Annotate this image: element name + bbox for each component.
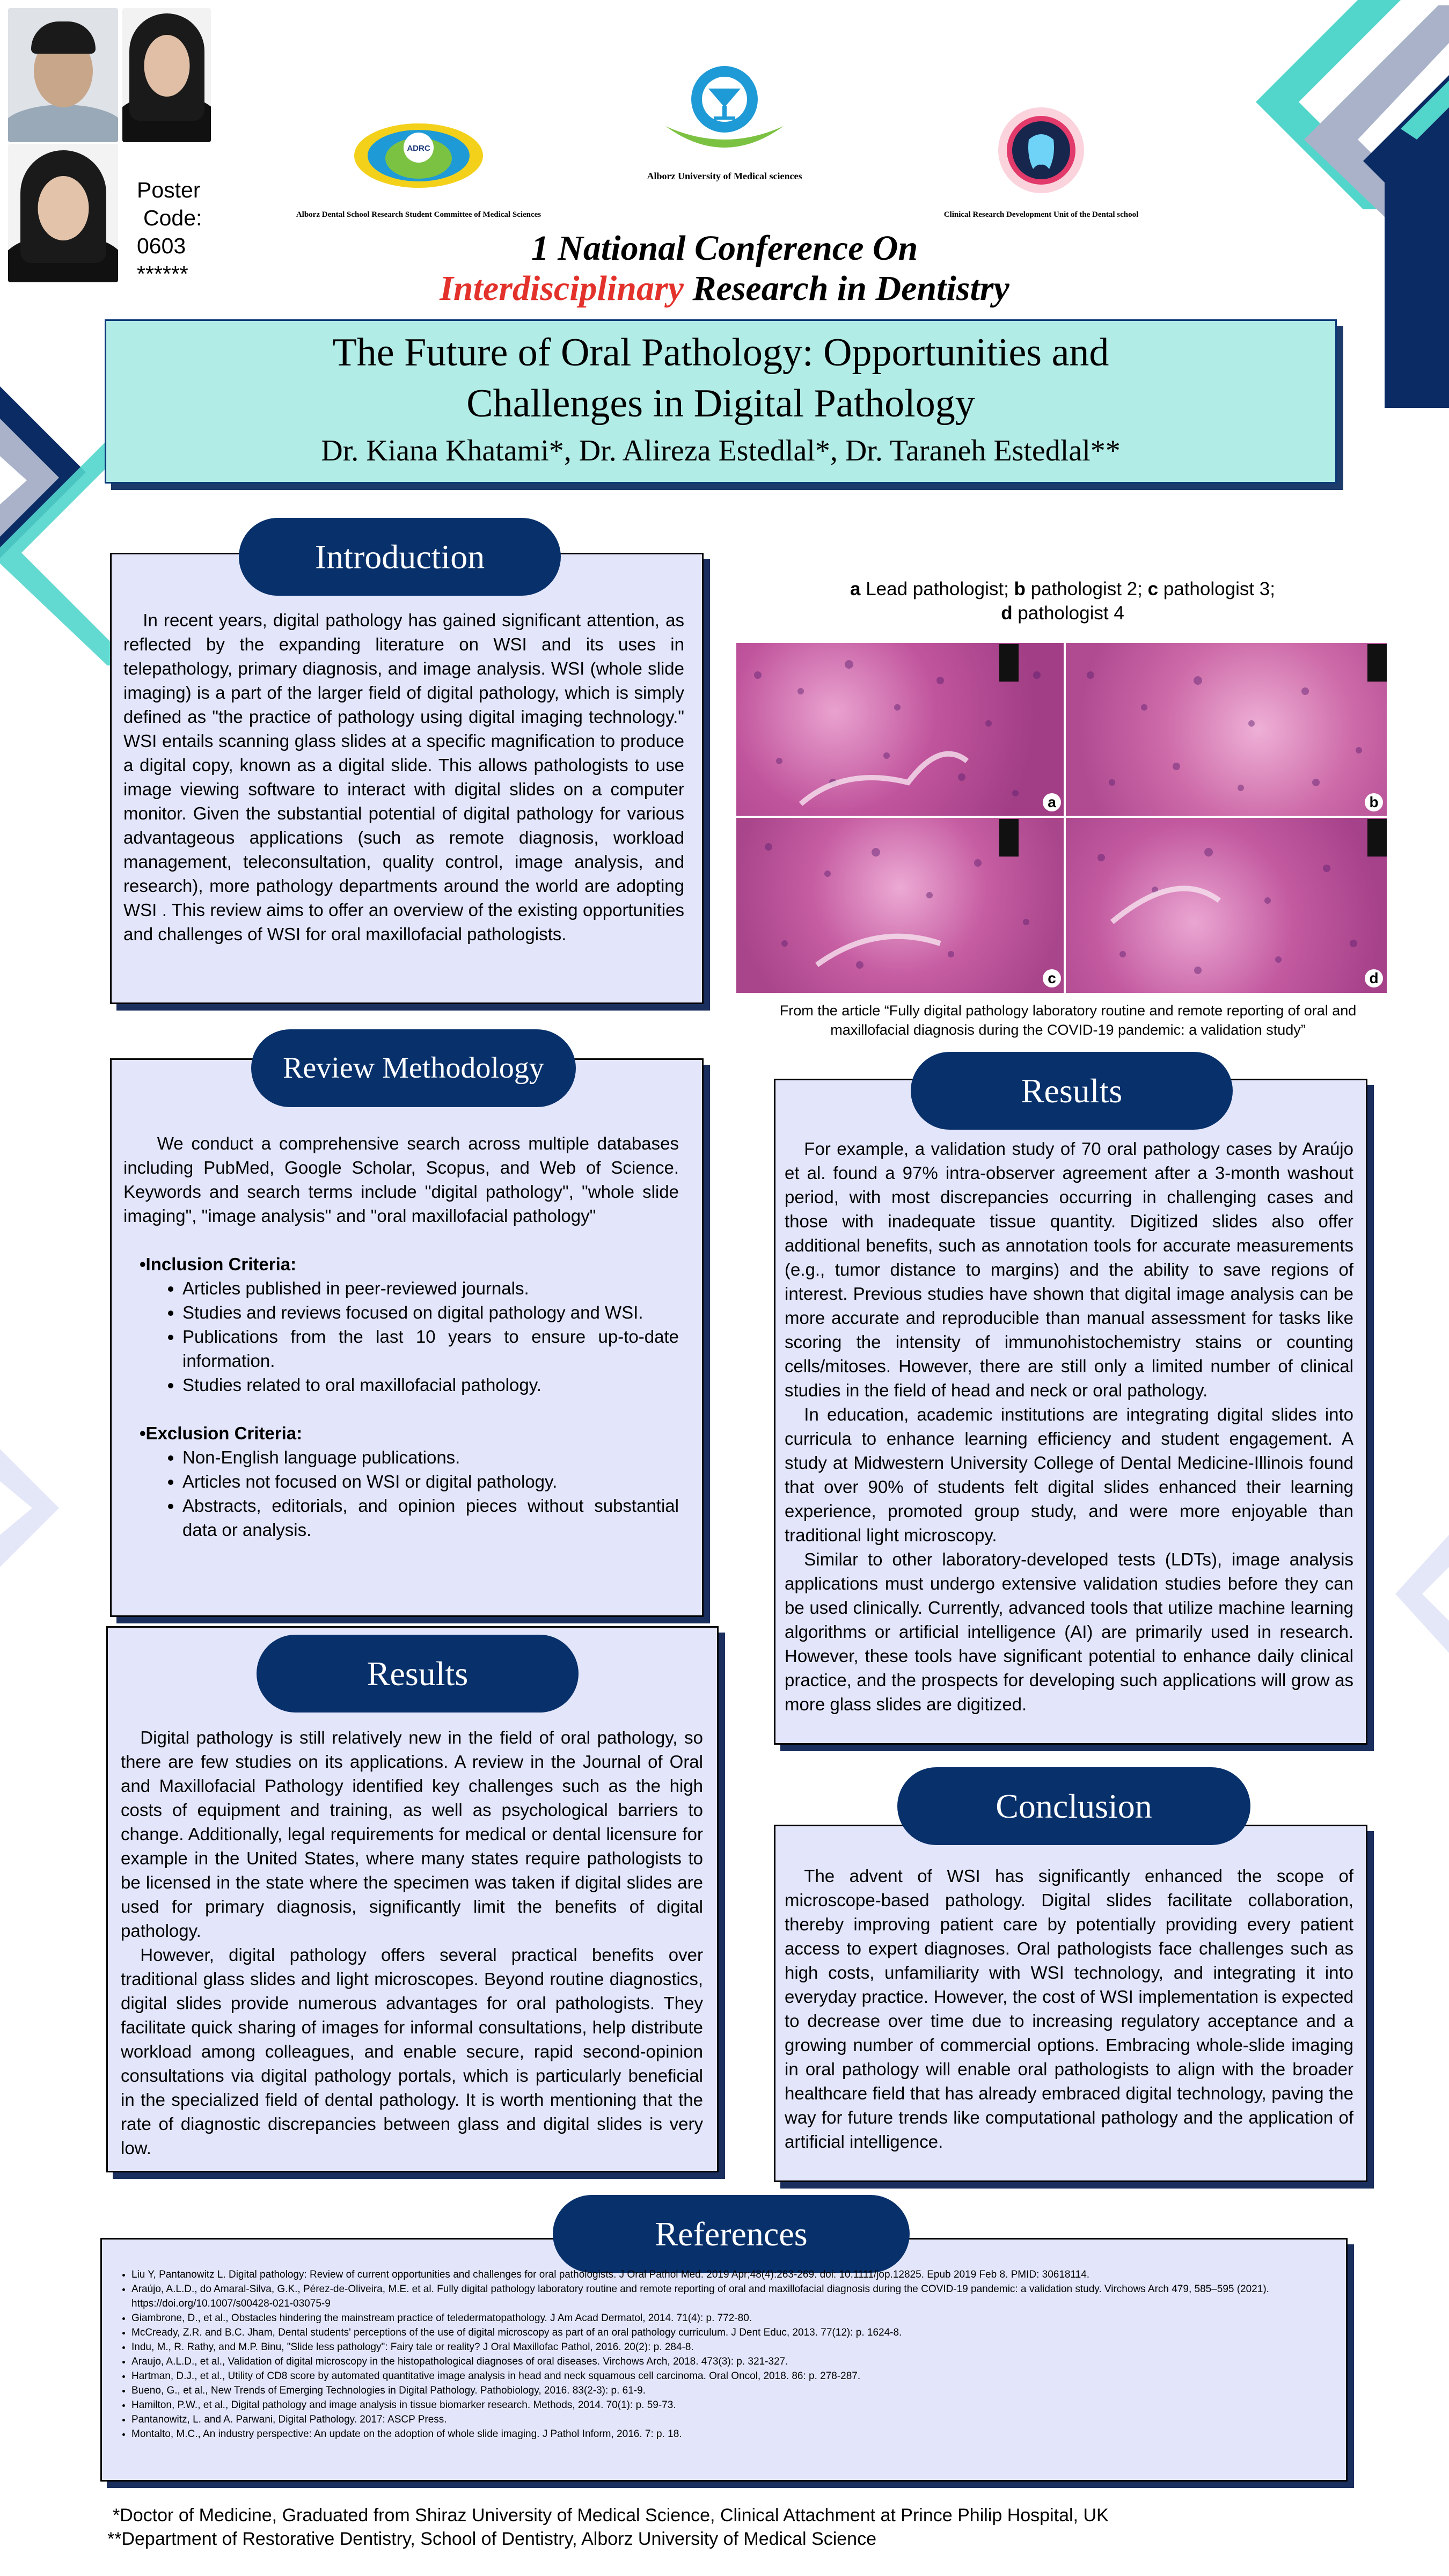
image-label-a: a (1043, 793, 1061, 811)
conference-highlight-word: Interdisciplinary (440, 269, 684, 308)
inclusion-item: • Articles published in peer-reviewed journals. (182, 1276, 679, 1300)
results-left-text (121, 1725, 703, 2160)
scale-bar-a (999, 644, 1019, 682)
author-photo-female-1 (122, 8, 211, 142)
caption-d-text: pathologist 4 (1012, 603, 1124, 624)
references-list (110, 2267, 1312, 2441)
histology-texture-overlay (736, 643, 1387, 993)
caption-letter-b: b (1014, 579, 1026, 599)
alborz-university-logo (657, 62, 792, 161)
exclusion-heading: •Exclusion Criteria: (140, 1423, 303, 1443)
reference-item: • Indu, M., R. Rathy, and M.P. Binu, "Slide less pathology": Fairy tale or reality? J Oral Maxillofac Pathol, 2016. 20(2): p. 284-8. (131, 2340, 1312, 2354)
poster-code-line1: Poster (137, 178, 201, 202)
results-right-paragraph-2: In education, academic institutions are integrating digital slides into curricula to enhance learning efficiency and student engagement. A study at Midwestern University College of Dental Medicine-Illinois found that over 90% of students felt digital slides enhanced their learning experience, promoted group study, and were more enjoyable than traditional light microscopy. (785, 1404, 1353, 1545)
results-right-paragraph-1: For example, a validation study of 70 oral pathology cases by Araújo et al. found a 97% intra-observer agreement after a 3-month washout period, with most discrepancies occurring in challenging cases and those with inadequate tissue quantity. Digitized slides also offer additional benefits, such as annotation tools for accurate measurements (e.g., tumor distance to margins) and the ability to save regions of interest. Previous studies have shown that digital image analysis can be more accurate and reproducible than manual assessment for tasks like scoring the intensity of immunohistochemistry stains or counting cells/mitoses. However, there are still only a limited number of clinical studies in the field of head and neck or oral pathology. (785, 1139, 1353, 1400)
decorative-chevron-faint-right (1395, 1535, 1449, 1664)
exclusion-item: • Non-English language publications. (182, 1445, 679, 1469)
inclusion-heading: •Inclusion Criteria: (140, 1254, 297, 1274)
authors-line: Dr. Kiana Khatami*, Dr. Alireza Estedlal*, Dr. Taraneh Estedlal** (321, 434, 1121, 467)
caption-b-text: pathologist 2; (1025, 579, 1148, 599)
image-label-d: d (1365, 969, 1383, 987)
clinical-research-unit-caption: Clinical Research Development Unit of the Dental school (943, 210, 1139, 219)
poster-code-number: 0603 (137, 233, 186, 258)
caption-c-text: pathologist 3; (1158, 579, 1275, 599)
logo-badge-text: ADRC (407, 144, 430, 153)
scale-bar-b (1367, 644, 1387, 682)
results-left-paragraph-1: Digital pathology is still relatively new in the field of oral pathology, so there are few studies on its applications. A review in the Journal of Oral and Maxillofacial Pathology identified key challenges such as the high costs of equipment and training, as well as psychological barriers to change. Additionally, legal requirements for medical or dental licensure for example in the United States, where many states require pathologists to be licensed in the state where the specimen was taken if digital slides are used for primary diagnosis, significantly limit the benefits of digital pathology. (121, 1728, 703, 1941)
caption-letter-d: d (1001, 603, 1013, 624)
figure-source: From the article “Fully digital pathology laboratory routine and remote reporting of oral and maxillofacial diagnosis during the COVID-19 pandemic: a validation study” (779, 1002, 1357, 1038)
inclusion-item: • Studies related to oral maxillofacial pathology. (182, 1373, 679, 1397)
results-right-text (785, 1137, 1353, 1716)
scale-bar-c (999, 819, 1019, 857)
conference-title-line1: 1 National Conference On (531, 229, 918, 268)
reference-item: • Araújo, A.L.D., do Amaral-Silva, G.K., Pérez-de-Oliveira, M.E. et al. Fully digital pathology laboratory routine and remote reporting of oral and maxillofacial diagnosis during the COVID-19 pandemic: a validation study. Virchows Arch 479, 585–595 (2021). https://doi.org/10.1007/s00428-021-03075-9 (131, 2282, 1312, 2311)
results-left-paragraph-2: However, digital pathology offers several practical benefits over traditional glass slides and light microscopes. Beyond routine diagnostics, digital slides provide numerous advantages for oral pathologists. They facilitate quick sharing of images for informal consultations, help distribute workload among colleagues, and enable secure, rapid second-opinion consultations via digital pathology portals, which is particularly beneficial in the specialized field of dental pathology. It is worth mentioning that the rate of diagnostic discrepancies between glass and digital slides is very low. (121, 1945, 703, 2158)
poster-title: The Future of Oral Pathology: Opportunities and Challenges in Digital Pathology (332, 331, 1109, 426)
reference-item: • Giambrone, D., et al., Obstacles hindering the mainstream practice of teledermatopathology. J Am Acad Dermatol, 2014. 71(4): p. 772-80. (131, 2311, 1312, 2325)
inclusion-list (123, 1276, 679, 1397)
reference-item: • Hamilton, P.W., et al., Digital pathology and image analysis in tissue biomarker research. Methods, 2014. 70(1): p. 59-73. (131, 2398, 1312, 2412)
dental-research-committee-logo (349, 115, 488, 196)
exclusion-list (123, 1445, 679, 1542)
introduction-text (123, 608, 684, 946)
introduction-paragraph: In recent years, digital pathology has gained significant attention, as reflected by the expanding literature on WSI and its uses in telepathology, primary diagnosis, and image analysis. WSI (whole slide imaging) is a part of the larger field of digital pathology, which is simply defined as "the practice of pathology using digital imaging technology." WSI entails scanning glass slides at a specific magnification to produce a digital copy, known as a digital slide. This allows pathologists to use image viewing software to interact with digital slides on a computer monitor. Given the substantial potential of digital pathology for various advantageous applications (such as remote diagnosis, workload management, teleconsultation, quality control, image analysis, and research), more pathology departments around the world are adopting WSI . This review aims to offer an overview of the existing opportunities and challenges of WSI for oral maxillofacial pathologists. (123, 610, 684, 944)
poster-code-stars: ****** (137, 261, 188, 286)
conference-title-rest: Research in Dentistry (683, 269, 1009, 308)
inclusion-item: • Publications from the last 10 years to ensure up-to-date information. (182, 1324, 679, 1373)
reference-item: • Liu Y, Pantanowitz L. Digital pathology: Review of current opportunities and challenges for oral pathologists. J Oral Pathol Med. 2019 Apr;48(4):263-269. doi: 10.1111/jop.12825. Epub 2019 Feb 8. PMID: 30618114. (131, 2267, 1312, 2282)
methodology-intro: We conduct a comprehensive search across multiple databases including PubMed, Google Scholar, Scopus, and Web of Science. Keywords and search terms include "digital pathology", "whole slide imaging", "image analysis" and "oral maxillofacial pathology" (123, 1133, 679, 1226)
results-right-paragraph-3: Similar to other laboratory-developed tests (LDTs), image analysis applications must undergo extensive validation studies before they can be used clinically. Currently, advanced tools that utilize machine learning algorithms or artificial intelligence (AI) are primarily used in research. However, these tools have significant potential to enhance daily clinical practice, and the prospects for developing such applications will grow as more glass slides are digitized. (785, 1549, 1353, 1714)
exclusion-item: • Abstracts, editorials, and opinion pieces without substantial data or analysis. (182, 1494, 679, 1542)
poster-title-box (105, 319, 1337, 484)
scale-bar-d (1367, 819, 1387, 857)
footnote-2: **Department of Restorative Dentistry, School of Dentistry, Alborz University of Medical Science (107, 2529, 876, 2549)
footnote-1: *Doctor of Medicine, Graduated from Shiraz University of Medical Science, Clinical Attachment at Prince Philip Hospital, UK (113, 2505, 1109, 2526)
reference-item: • Montalto, M.C., An industry perspective: An update on the adoption of whole slide imaging. J Pathol Inform, 2016. 7: p. 18. (131, 2427, 1312, 2441)
results-left-heading: Results (257, 1635, 579, 1713)
reference-item: • Pantanowitz, L. and A. Parwani, Digital Pathology. 2017: ASCP Press. (131, 2412, 1312, 2427)
author-photo-male (8, 8, 118, 142)
conclusion-heading: Conclusion (897, 1767, 1250, 1845)
clinical-research-unit-logo (996, 105, 1087, 196)
exclusion-item: • Articles not focused on WSI or digital pathology. (182, 1469, 679, 1494)
decorative-chevron-faint-left (0, 1449, 64, 1621)
conclusion-paragraph: The advent of WSI has significantly enhanced the scope of microscope-based pathology. Digital slides facilitate collaboration, thereby improving patient care by potentially providing every patient access to expert diagnoses. Oral pathologists face challenges such as high costs, unfamiliarity with WSI technology, and integrating it into everyday practice. However, the cost of WSI implementation is expected to decrease over time due to increasing regulatory acceptance and a growing number of commercial options. Embracing whole-slide imaging in oral pathology will enable oral pathologists to align with the broader healthcare field that has already embraced digital technology, paving the way for future trends like computational pathology and the application of artificial intelligence. (785, 1866, 1353, 2151)
results-right-heading: Results (911, 1052, 1233, 1130)
reference-item: • Hartman, D.J., et al., Utility of CD8 score by automated quantitative image analysis in head and neck squamous cell carcinoma. Oral Oncol, 2018. 86: p. 278-287. (131, 2369, 1312, 2383)
inclusion-item: • Studies and reviews focused on digital pathology and WSI. (182, 1300, 679, 1324)
caption-letter-c: c (1147, 579, 1159, 599)
reference-item: • Araujo, A.L.D., et al., Validation of digital microscopy in the histopathological diagnoses of oral diseases. Virchows Arch, 2018. 473(3): p. 321-327. (131, 2354, 1312, 2369)
poster-code-line2: Code: (143, 206, 202, 230)
reference-item: • McCready, Z.R. and B.C. Jham, Dental students' perceptions of the use of digital microscopy as part of an oral pathology curriculum. J Dent Educ, 2013. 77(12): p. 1624-8. (131, 2325, 1312, 2340)
image-label-c: c (1043, 969, 1061, 987)
dental-research-committee-caption: Alborz Dental School Research Student Committee of Medical Sciences (296, 210, 541, 219)
caption-a-text: Lead pathologist; (860, 579, 1014, 599)
conference-title-line2 (0, 268, 1449, 309)
image-label-b: b (1365, 793, 1383, 811)
alborz-university-caption: Alborz University of Medical sciences (647, 171, 802, 181)
conclusion-text (785, 1864, 1353, 2154)
references-heading: References (553, 2195, 910, 2273)
reference-item: • Bueno, G., et al., New Trends of Emerging Technologies in Digital Pathology. Pathobiology, 2016. 83(2-3): p. 61-9. (131, 2383, 1312, 2398)
methodology-heading: Review Methodology (251, 1029, 576, 1107)
methodology-text (123, 1131, 679, 1542)
caption-letter-a: a (850, 579, 861, 599)
introduction-heading: Introduction (239, 518, 561, 596)
figure-caption (735, 577, 1390, 625)
